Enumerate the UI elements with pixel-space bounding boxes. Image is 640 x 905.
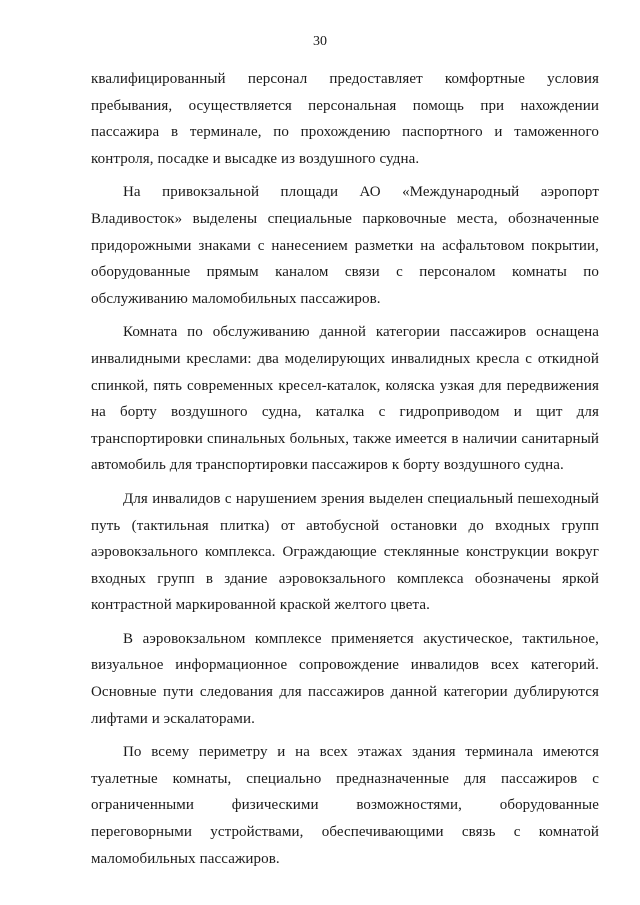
page-body (91, 66, 599, 879)
page-number: 30 (313, 34, 327, 49)
paragraph-restrooms: По всему периметру и на всех этажах здания терминала имеются туалетные комнаты, специально предназначенные для пассажиров с ограниченными физическими возможностями, оборудованные переговорными устройствами, обеспечивающими связь с комнатой маломобильных пассажиров. (91, 744, 599, 867)
paragraph-service-room-equipment: Комната по обслуживанию данной категории пассажиров оснащена инвалидными креслами: два моделирующих инвалидных кресла с откидной спинкой, пять современных кресел-каталок, коляска узкая для передвижения на борту воздушного судна, каталка с гидроприводом и щит для транспортировки спинальных больных, также имеется в наличии санитарный автомобиль для транспортировки пассажиров к борту воздушного судна. (91, 324, 599, 474)
paragraph-continuation: квалифицированный персонал предоставляет комфортные условия пребывания, осуществляется персональная помощь при нахождении пассажира в терминале, по прохождению паспортного и таможенного контроля, посадке и высадке из воздушного судна. (91, 71, 599, 167)
paragraph-information-support: В аэровокзальном комплексе применяется акустическое, тактильное, визуальное информационное сопровождение инвалидов всех категорий. Основные пути следования для пассажиров данной категории дублируются лифтами и эскалаторами. (91, 630, 599, 727)
paragraph-visually-impaired: Для инвалидов с нарушением зрения выделен специальный пешеходный путь (тактильная плитка) от автобусной остановки до входных групп аэровокзального комплекса. Ограждающие стеклянные конструкции вокруг входных групп в здание аэровокзального комплекса обозначены яркой контрастной маркированной краской желтого цвета. (91, 490, 599, 614)
paragraph-parking: На привокзальной площади АО «Международный аэропорт Владивосток» выделены специальные парковочные места, обозначенные придорожными знаками с нанесением разметки на асфальтовом покрытии, оборудованные прямым каналом связи с персоналом комнаты по обслуживанию маломобильных пассажиров. (91, 184, 599, 307)
